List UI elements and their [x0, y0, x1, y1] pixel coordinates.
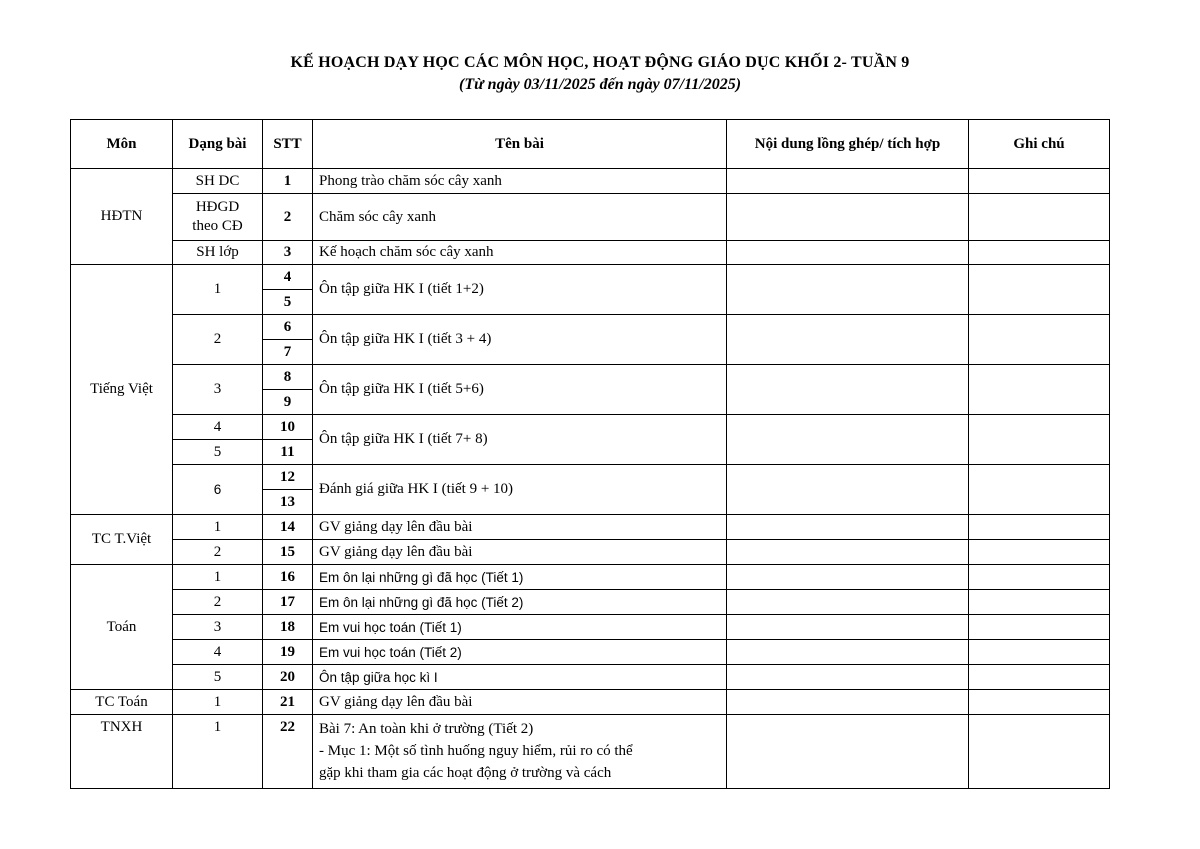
- lesson-name-cell: Ôn tập giữa HK I (tiết 3 + 4): [313, 315, 727, 365]
- note-cell: [969, 665, 1110, 690]
- stt-cell: 21: [263, 690, 313, 715]
- lesson-name-cell: Em vui học toán (Tiết 2): [313, 640, 727, 665]
- stt-cell: 17: [263, 590, 313, 615]
- integration-cell: [727, 565, 969, 590]
- lesson-plan-table: [70, 119, 1110, 789]
- lesson-line: gặp khi tham gia các hoạt động ở trường và cách: [319, 765, 612, 781]
- stt-cell: 20: [263, 665, 313, 690]
- type-cell: 2: [173, 315, 263, 365]
- note-cell: [969, 265, 1110, 315]
- note-cell: [969, 194, 1110, 241]
- header-row: [71, 120, 1110, 169]
- lesson-line: Bài 7: An toàn khi ở trường (Tiết 2): [319, 721, 534, 737]
- type-cell: 5: [173, 440, 263, 465]
- stt-cell: 10: [263, 415, 313, 440]
- table-row: [71, 640, 1110, 665]
- subject-cell: Toán: [71, 565, 173, 690]
- stt-cell: 6: [263, 315, 313, 340]
- table-row: [71, 515, 1110, 540]
- note-cell: [969, 169, 1110, 194]
- integration-cell: [727, 615, 969, 640]
- table-row: [71, 169, 1110, 194]
- type-cell: 1: [173, 265, 263, 315]
- stt-cell: 4: [263, 265, 313, 290]
- table-row: [71, 565, 1110, 590]
- type-cell: SH lớp: [173, 241, 263, 265]
- type-cell: 1: [173, 565, 263, 590]
- stt-cell: 3: [263, 241, 313, 265]
- lesson-line: - Mục 1: Một số tình huống nguy hiểm, rủi ro có thể: [319, 743, 633, 759]
- stt-cell: 5: [263, 290, 313, 315]
- document-title: KẾ HOẠCH DẠY HỌC CÁC MÔN HỌC, HOẠT ĐỘNG GIÁO DỤC KHỐI 2- TUẦN 9: [290, 54, 910, 71]
- integration-cell: [727, 515, 969, 540]
- note-cell: [969, 715, 1110, 789]
- lesson-name-cell: Kế hoạch chăm sóc cây xanh: [313, 241, 727, 265]
- stt-cell: 18: [263, 615, 313, 640]
- type-cell: 3: [173, 365, 263, 415]
- integration-cell: [727, 540, 969, 565]
- lesson-name-cell: Ôn tập giữa HK I (tiết 7+ 8): [313, 415, 727, 465]
- table-row: [71, 540, 1110, 565]
- stt-cell: 12: [263, 465, 313, 490]
- lesson-name-cell: GV giảng dạy lên đầu bài: [313, 540, 727, 565]
- stt-cell: 15: [263, 540, 313, 565]
- lesson-name-cell: Ôn tập giữa học kì I: [313, 665, 727, 690]
- integration-cell: [727, 690, 969, 715]
- stt-cell: 16: [263, 565, 313, 590]
- type-cell: 2: [173, 590, 263, 615]
- stt-cell: 22: [263, 715, 313, 789]
- note-cell: [969, 515, 1110, 540]
- type-cell: 1: [173, 715, 263, 789]
- integration-cell: [727, 241, 969, 265]
- type-cell: 1: [173, 690, 263, 715]
- document-subtitle: (Từ ngày 03/11/2025 đến ngày 07/11/2025): [458, 76, 742, 93]
- table-row: [71, 690, 1110, 715]
- type-cell: 4: [173, 415, 263, 440]
- stt-cell: 13: [263, 490, 313, 515]
- type-cell: 5: [173, 665, 263, 690]
- stt-cell: 2: [263, 194, 313, 241]
- integration-cell: [727, 465, 969, 515]
- integration-cell: [727, 590, 969, 615]
- stt-cell: 14: [263, 515, 313, 540]
- table-row: [71, 241, 1110, 265]
- lesson-name-cell: Ôn tập giữa HK I (tiết 1+2): [313, 265, 727, 315]
- stt-cell: 9: [263, 390, 313, 415]
- lesson-name-cell: Em vui học toán (Tiết 1): [313, 615, 727, 640]
- table-row: [71, 465, 1110, 490]
- note-cell: [969, 315, 1110, 365]
- subject-cell: HĐTN: [71, 169, 173, 265]
- integration-cell: [727, 315, 969, 365]
- lesson-name-cell: GV giảng dạy lên đầu bài: [313, 515, 727, 540]
- integration-cell: [727, 265, 969, 315]
- stt-cell: 1: [263, 169, 313, 194]
- note-cell: [969, 365, 1110, 415]
- table-row: [71, 315, 1110, 340]
- type-cell: [173, 194, 263, 241]
- note-cell: [969, 615, 1110, 640]
- integration-cell: [727, 715, 969, 789]
- table-row: [71, 365, 1110, 390]
- header-dang-bai: Dạng bài: [173, 120, 263, 169]
- table-row: [71, 615, 1110, 640]
- type-cell: SH DC: [173, 169, 263, 194]
- stt-cell: 8: [263, 365, 313, 390]
- header-mon: Môn: [71, 120, 173, 169]
- header-stt: STT: [263, 120, 313, 169]
- note-cell: [969, 690, 1110, 715]
- type-cell: 6: [173, 465, 263, 515]
- type-cell: 3: [173, 615, 263, 640]
- integration-cell: [727, 194, 969, 241]
- note-cell: [969, 640, 1110, 665]
- lesson-name-cell: GV giảng dạy lên đầu bài: [313, 690, 727, 715]
- table-row: [71, 265, 1110, 290]
- lesson-name-cell: [313, 715, 727, 789]
- header-ten-bai: Tên bài: [313, 120, 727, 169]
- subject-cell: TNXH: [71, 715, 173, 789]
- table-row: [71, 665, 1110, 690]
- stt-cell: 11: [263, 440, 313, 465]
- table-row: [71, 590, 1110, 615]
- note-cell: [969, 540, 1110, 565]
- stt-cell: 7: [263, 340, 313, 365]
- note-cell: [969, 415, 1110, 465]
- type-line: HĐGD: [195, 199, 240, 215]
- lesson-name-cell: Em ôn lại những gì đã học (Tiết 2): [313, 590, 727, 615]
- table-row: [71, 194, 1110, 241]
- table-row: [71, 415, 1110, 440]
- type-cell: 1: [173, 515, 263, 540]
- subject-cell: TC T.Việt: [71, 515, 173, 565]
- header-noi-dung: Nội dung lồng ghép/ tích hợp: [727, 120, 969, 169]
- lesson-name-cell: Em ôn lại những gì đã học (Tiết 1): [313, 565, 727, 590]
- note-cell: [969, 590, 1110, 615]
- integration-cell: [727, 415, 969, 465]
- integration-cell: [727, 640, 969, 665]
- lesson-name-cell: Ôn tập giữa HK I (tiết 5+6): [313, 365, 727, 415]
- lesson-name-cell: Phong trào chăm sóc cây xanh: [313, 169, 727, 194]
- note-cell: [969, 465, 1110, 515]
- lesson-name-cell: Đánh giá giữa HK I (tiết 9 + 10): [313, 465, 727, 515]
- note-cell: [969, 565, 1110, 590]
- type-line: theo CĐ: [192, 218, 243, 234]
- header-ghi-chu: Ghi chú: [969, 120, 1110, 169]
- integration-cell: [727, 665, 969, 690]
- subject-cell: TC Toán: [71, 690, 173, 715]
- type-cell: 2: [173, 540, 263, 565]
- integration-cell: [727, 365, 969, 415]
- subject-cell: Tiếng Việt: [71, 265, 173, 515]
- stt-cell: 19: [263, 640, 313, 665]
- integration-cell: [727, 169, 969, 194]
- note-cell: [969, 241, 1110, 265]
- table-row: [71, 715, 1110, 789]
- type-cell: 4: [173, 640, 263, 665]
- lesson-name-cell: Chăm sóc cây xanh: [313, 194, 727, 241]
